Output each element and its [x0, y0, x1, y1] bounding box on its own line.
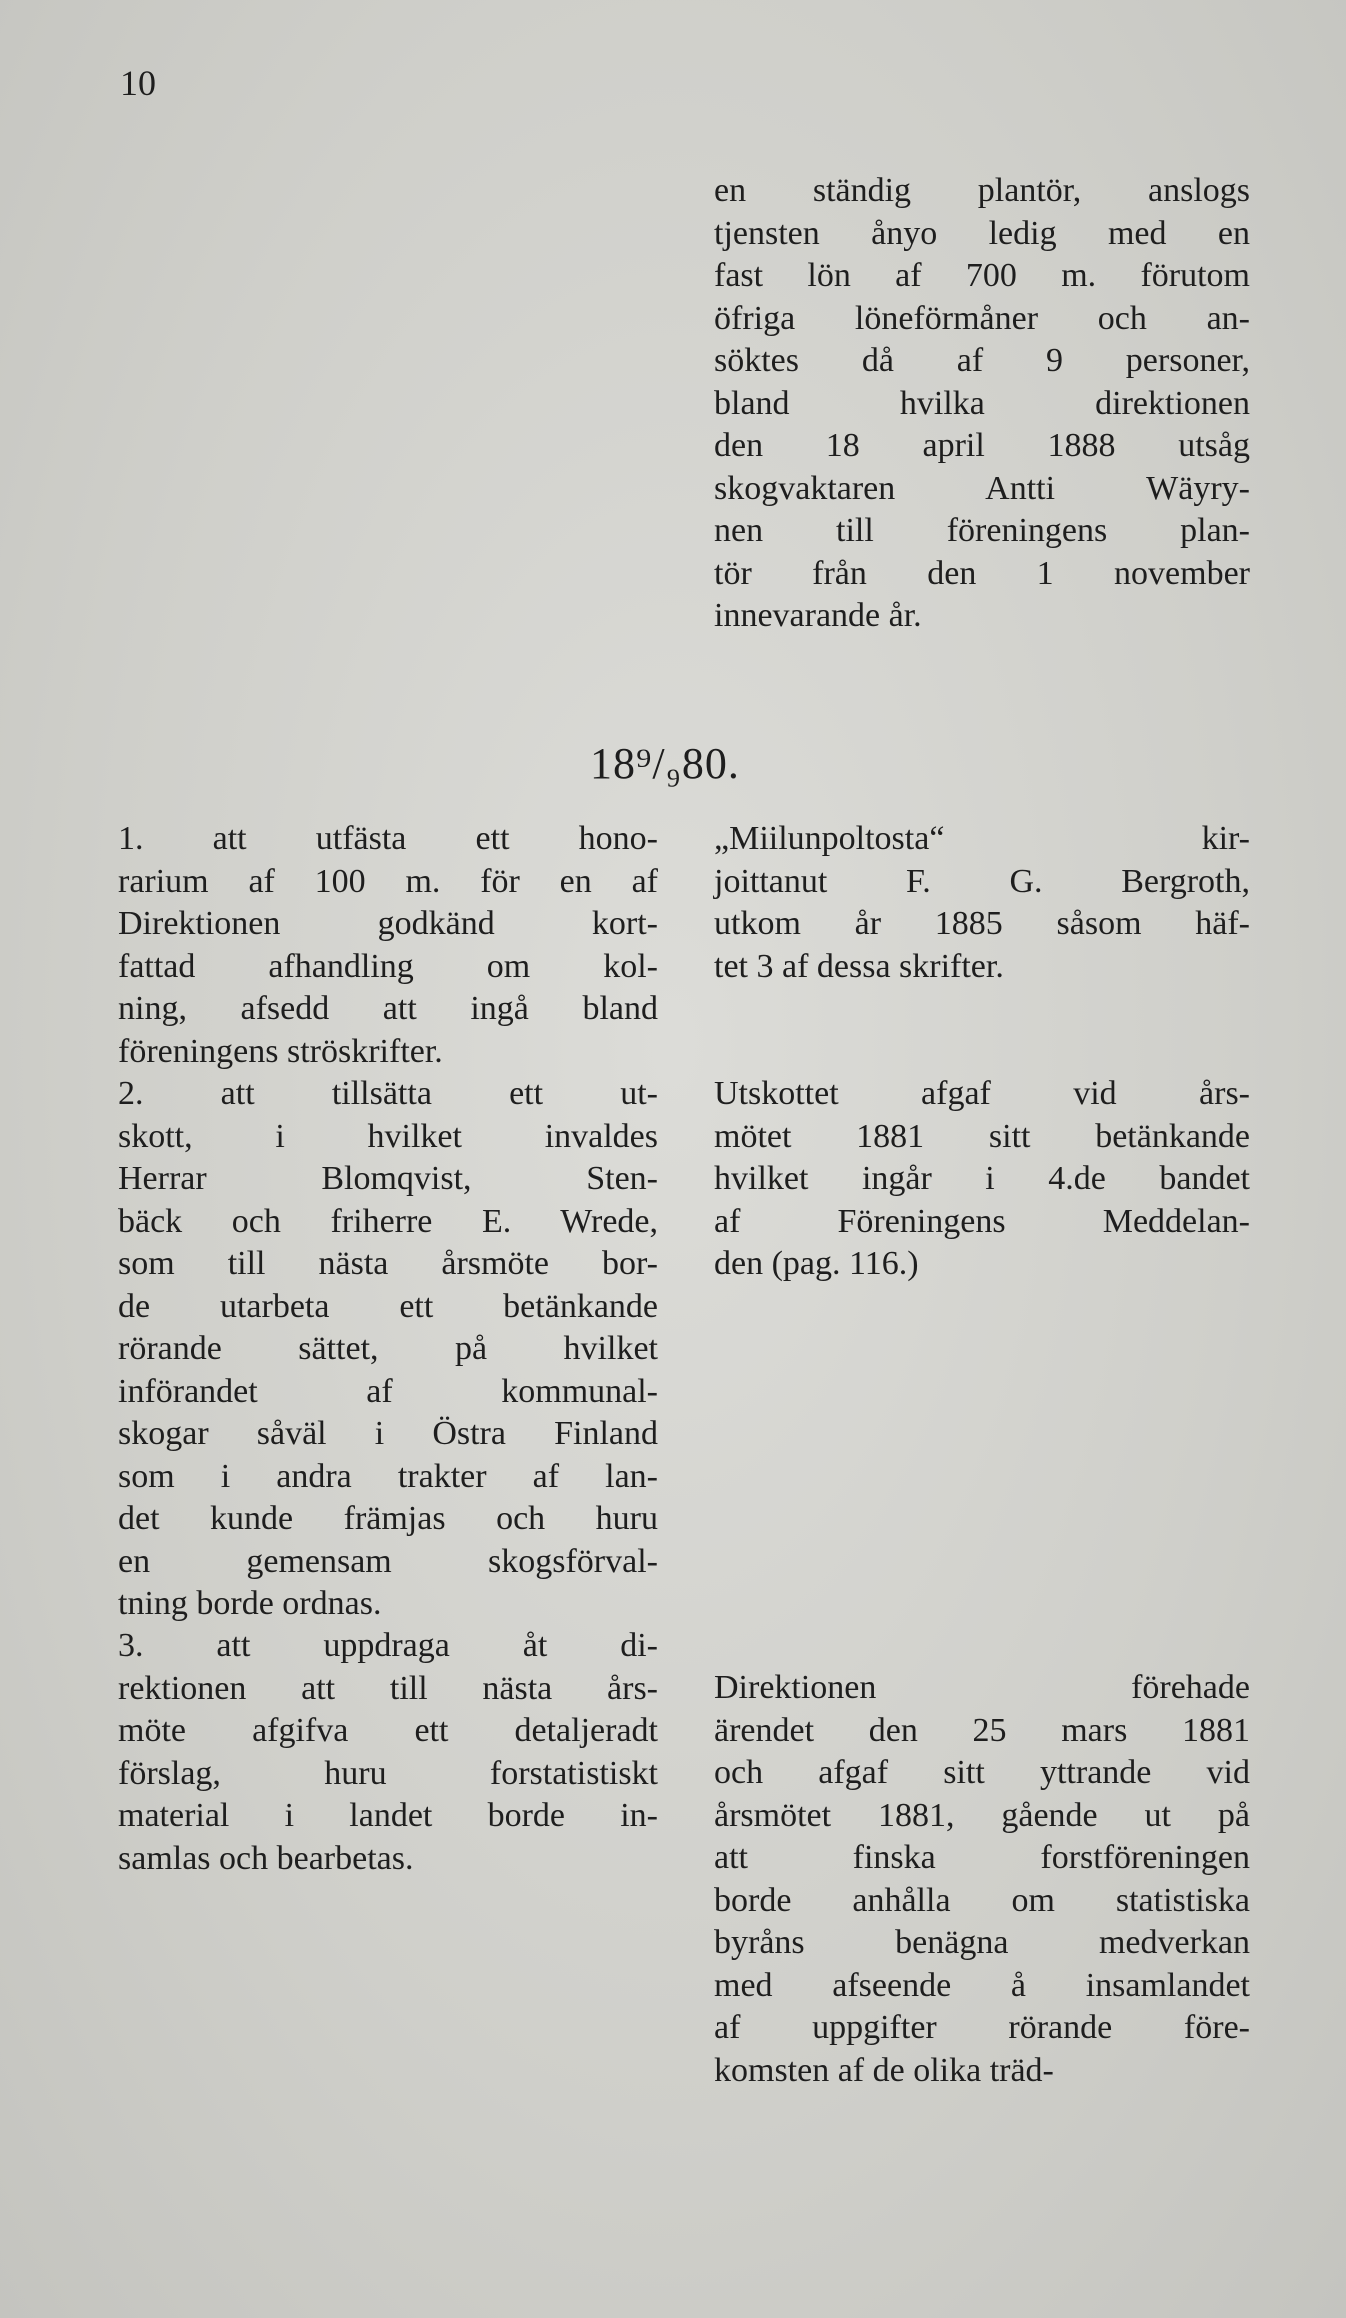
text-line: som till nästa årsmöte bor- [118, 1245, 658, 1282]
text-line: den 18 april 1888 utsåg [714, 427, 1250, 464]
text-line: skogvaktaren Antti Wäyry- [714, 469, 1250, 507]
left-paragraph-1 [118, 818, 658, 1073]
text-line: årsmötet 1881, gående ut på [714, 1796, 1250, 1834]
text-line: en gemensam skogsförval- [118, 1542, 658, 1580]
text-line: komsten af de olika träd- [714, 2051, 1054, 2089]
text-line: söktes då af 9 personer, [714, 342, 1250, 379]
text-line: en ständig plantör, anslogs [714, 172, 1250, 209]
text-line: af Föreningens Meddelan- [714, 1202, 1250, 1240]
top-right-paragraph [714, 170, 1250, 638]
text-line: samlas och bearbetas. [118, 1839, 414, 1877]
right-paragraph-2 [714, 1073, 1250, 1286]
text-line: bäck och friherre E. Wrede, [118, 1202, 658, 1240]
right-paragraph-1 [714, 818, 1250, 988]
page-number: 10 [120, 63, 156, 103]
text-line: fattad afhandling om kol- [118, 947, 658, 985]
text-line: tet 3 af dessa skrifter. [714, 947, 1004, 985]
text-line: hvilket ingår i 4.de bandet [714, 1160, 1250, 1197]
text-line: borde anhålla om statistiska [714, 1881, 1250, 1919]
text-line: förslag, huru forstatistiskt [118, 1754, 658, 1792]
date-heading: 18⁹/₉80. [590, 739, 740, 788]
text-line: med afseende å insamlandet [714, 1966, 1250, 2004]
text-line: tör från den 1 november [714, 554, 1250, 592]
text-line: som i andra trakter af lan- [118, 1457, 658, 1495]
text-line: tning borde ordnas. [118, 1585, 382, 1622]
text-line: fast lön af 700 m. förutom [714, 257, 1250, 294]
text-line: införandet af kommunal- [118, 1372, 658, 1410]
text-line: öfriga löneförmåner och an- [714, 299, 1250, 337]
text-line: de utarbeta ett betänkande [118, 1287, 658, 1325]
text-line: ning, afsedd att ingå bland [118, 990, 658, 1027]
right-paragraph-3 [714, 1667, 1250, 2092]
text-line: rektionen att till nästa års- [118, 1669, 658, 1707]
text-line: möte afgifva ett detaljeradt [118, 1712, 658, 1749]
text-line: det kunde främjas och huru [118, 1500, 658, 1537]
text-line: rörande sättet, på hvilket [118, 1330, 658, 1367]
text-line: „Miilunpoltosta“ kir- [714, 820, 1250, 857]
text-line: skogar såväl i Östra Finland [118, 1415, 658, 1452]
text-line: innevarande år. [714, 597, 922, 634]
text-line: 2. att tillsätta ett ut- [118, 1075, 658, 1112]
text-line: föreningens ströskrifter. [118, 1032, 443, 1070]
text-line: ärendet den 25 mars 1881 [714, 1711, 1250, 1749]
text-line: Direktionen godkänd kort- [118, 905, 658, 942]
text-line: och afgaf sitt yttrande vid [714, 1754, 1250, 1791]
left-paragraph-2 [118, 1073, 658, 1626]
text-line: Utskottet afgaf vid års- [714, 1075, 1250, 1112]
left-paragraph-3 [118, 1625, 658, 1880]
text-line: rarium af 100 m. för en af [118, 862, 658, 900]
text-line: joittanut F. G. Bergroth, [714, 862, 1250, 900]
text-line: Direktionen förehade [714, 1669, 1250, 1706]
text-line: mötet 1881 sitt betänkande [714, 1117, 1250, 1155]
text-line: tjensten ånyo ledig med en [714, 214, 1250, 252]
text-line: den (pag. 116.) [714, 1245, 919, 1282]
text-line: nen till föreningens plan- [714, 512, 1250, 549]
text-line: bland hvilka direktionen [714, 384, 1250, 422]
text-line: utkom år 1885 såsom häf- [714, 905, 1250, 942]
text-line: Herrar Blomqvist, Sten- [118, 1160, 658, 1197]
text-line: skott, i hvilket invaldes [118, 1117, 658, 1155]
text-line: material i landet borde in- [118, 1797, 658, 1834]
text-line: 3. att uppdraga åt di- [118, 1627, 658, 1664]
text-line: 1. att utfästa ett hono- [118, 820, 658, 857]
text-line: att finska forstföreningen [714, 1839, 1250, 1876]
text-line: af uppgifter rörande före- [714, 2009, 1250, 2046]
text-line: byråns benägna medverkan [714, 1924, 1250, 1961]
